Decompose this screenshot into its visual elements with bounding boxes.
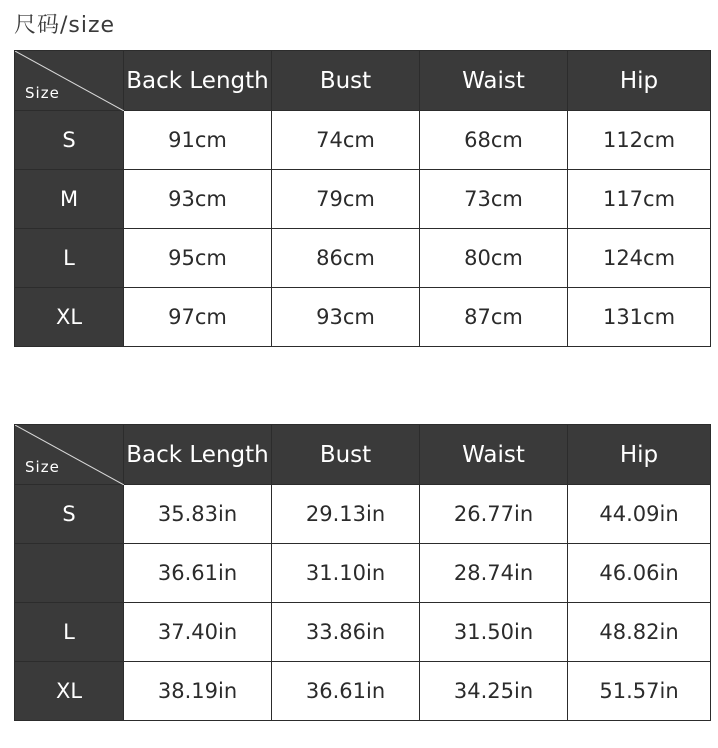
size-label: L (15, 229, 124, 288)
column-header-bust: Bust (272, 425, 420, 485)
cell-waist: 31.50in (420, 603, 568, 662)
column-header-back-length: Back Length (124, 425, 272, 485)
size-label: S (15, 485, 124, 544)
table-row (15, 229, 711, 288)
cell-waist: 68cm (420, 111, 568, 170)
size-table-in (14, 424, 711, 721)
cell-hip: 46.06in (568, 544, 711, 603)
table-row (15, 288, 711, 347)
cell-waist: 34.25in (420, 662, 568, 721)
page-title: 尺码/size (14, 13, 116, 38)
corner-cell (15, 51, 124, 111)
column-header-bust: Bust (272, 51, 420, 111)
cell-waist: 73cm (420, 170, 568, 229)
table-row (15, 544, 711, 603)
table-row (15, 485, 711, 544)
column-header-hip: Hip (568, 51, 711, 111)
table-row (15, 603, 711, 662)
table-row (15, 111, 711, 170)
cell-bust: 79cm (272, 170, 420, 229)
cell-waist: 28.74in (420, 544, 568, 603)
column-header-back-length: Back Length (124, 51, 272, 111)
cell-waist: 80cm (420, 229, 568, 288)
size-label (15, 544, 124, 603)
cell-back-length: 97cm (124, 288, 272, 347)
cell-hip: 124cm (568, 229, 711, 288)
size-label: M (15, 170, 124, 229)
corner-label: Size (25, 458, 60, 476)
diagonal-divider (15, 51, 124, 111)
cell-back-length: 91cm (124, 111, 272, 170)
cell-hip: 48.82in (568, 603, 711, 662)
cell-hip: 112cm (568, 111, 711, 170)
column-header-hip: Hip (568, 425, 711, 485)
cell-bust: 31.10in (272, 544, 420, 603)
cell-bust: 33.86in (272, 603, 420, 662)
cell-hip: 131cm (568, 288, 711, 347)
table-header-row (15, 51, 711, 111)
size-label: XL (15, 288, 124, 347)
cell-bust: 86cm (272, 229, 420, 288)
cell-waist: 26.77in (420, 485, 568, 544)
corner-label: Size (25, 84, 60, 102)
column-header-waist: Waist (420, 425, 568, 485)
size-label: S (15, 111, 124, 170)
cell-back-length: 37.40in (124, 603, 272, 662)
cell-hip: 117cm (568, 170, 711, 229)
cell-hip: 44.09in (568, 485, 711, 544)
size-label: XL (15, 662, 124, 721)
corner-cell (15, 425, 124, 485)
cell-bust: 36.61in (272, 662, 420, 721)
column-header-waist: Waist (420, 51, 568, 111)
size-label: L (15, 603, 124, 662)
cell-back-length: 95cm (124, 229, 272, 288)
cell-hip: 51.57in (568, 662, 711, 721)
cell-back-length: 35.83in (124, 485, 272, 544)
table-header-row (15, 425, 711, 485)
cell-bust: 93cm (272, 288, 420, 347)
table-row (15, 662, 711, 721)
cell-back-length: 93cm (124, 170, 272, 229)
cell-back-length: 38.19in (124, 662, 272, 721)
size-table-cm (14, 50, 711, 347)
diagonal-divider (15, 425, 124, 485)
cell-back-length: 36.61in (124, 544, 272, 603)
table-row (15, 170, 711, 229)
cell-bust: 74cm (272, 111, 420, 170)
cell-waist: 87cm (420, 288, 568, 347)
cell-bust: 29.13in (272, 485, 420, 544)
